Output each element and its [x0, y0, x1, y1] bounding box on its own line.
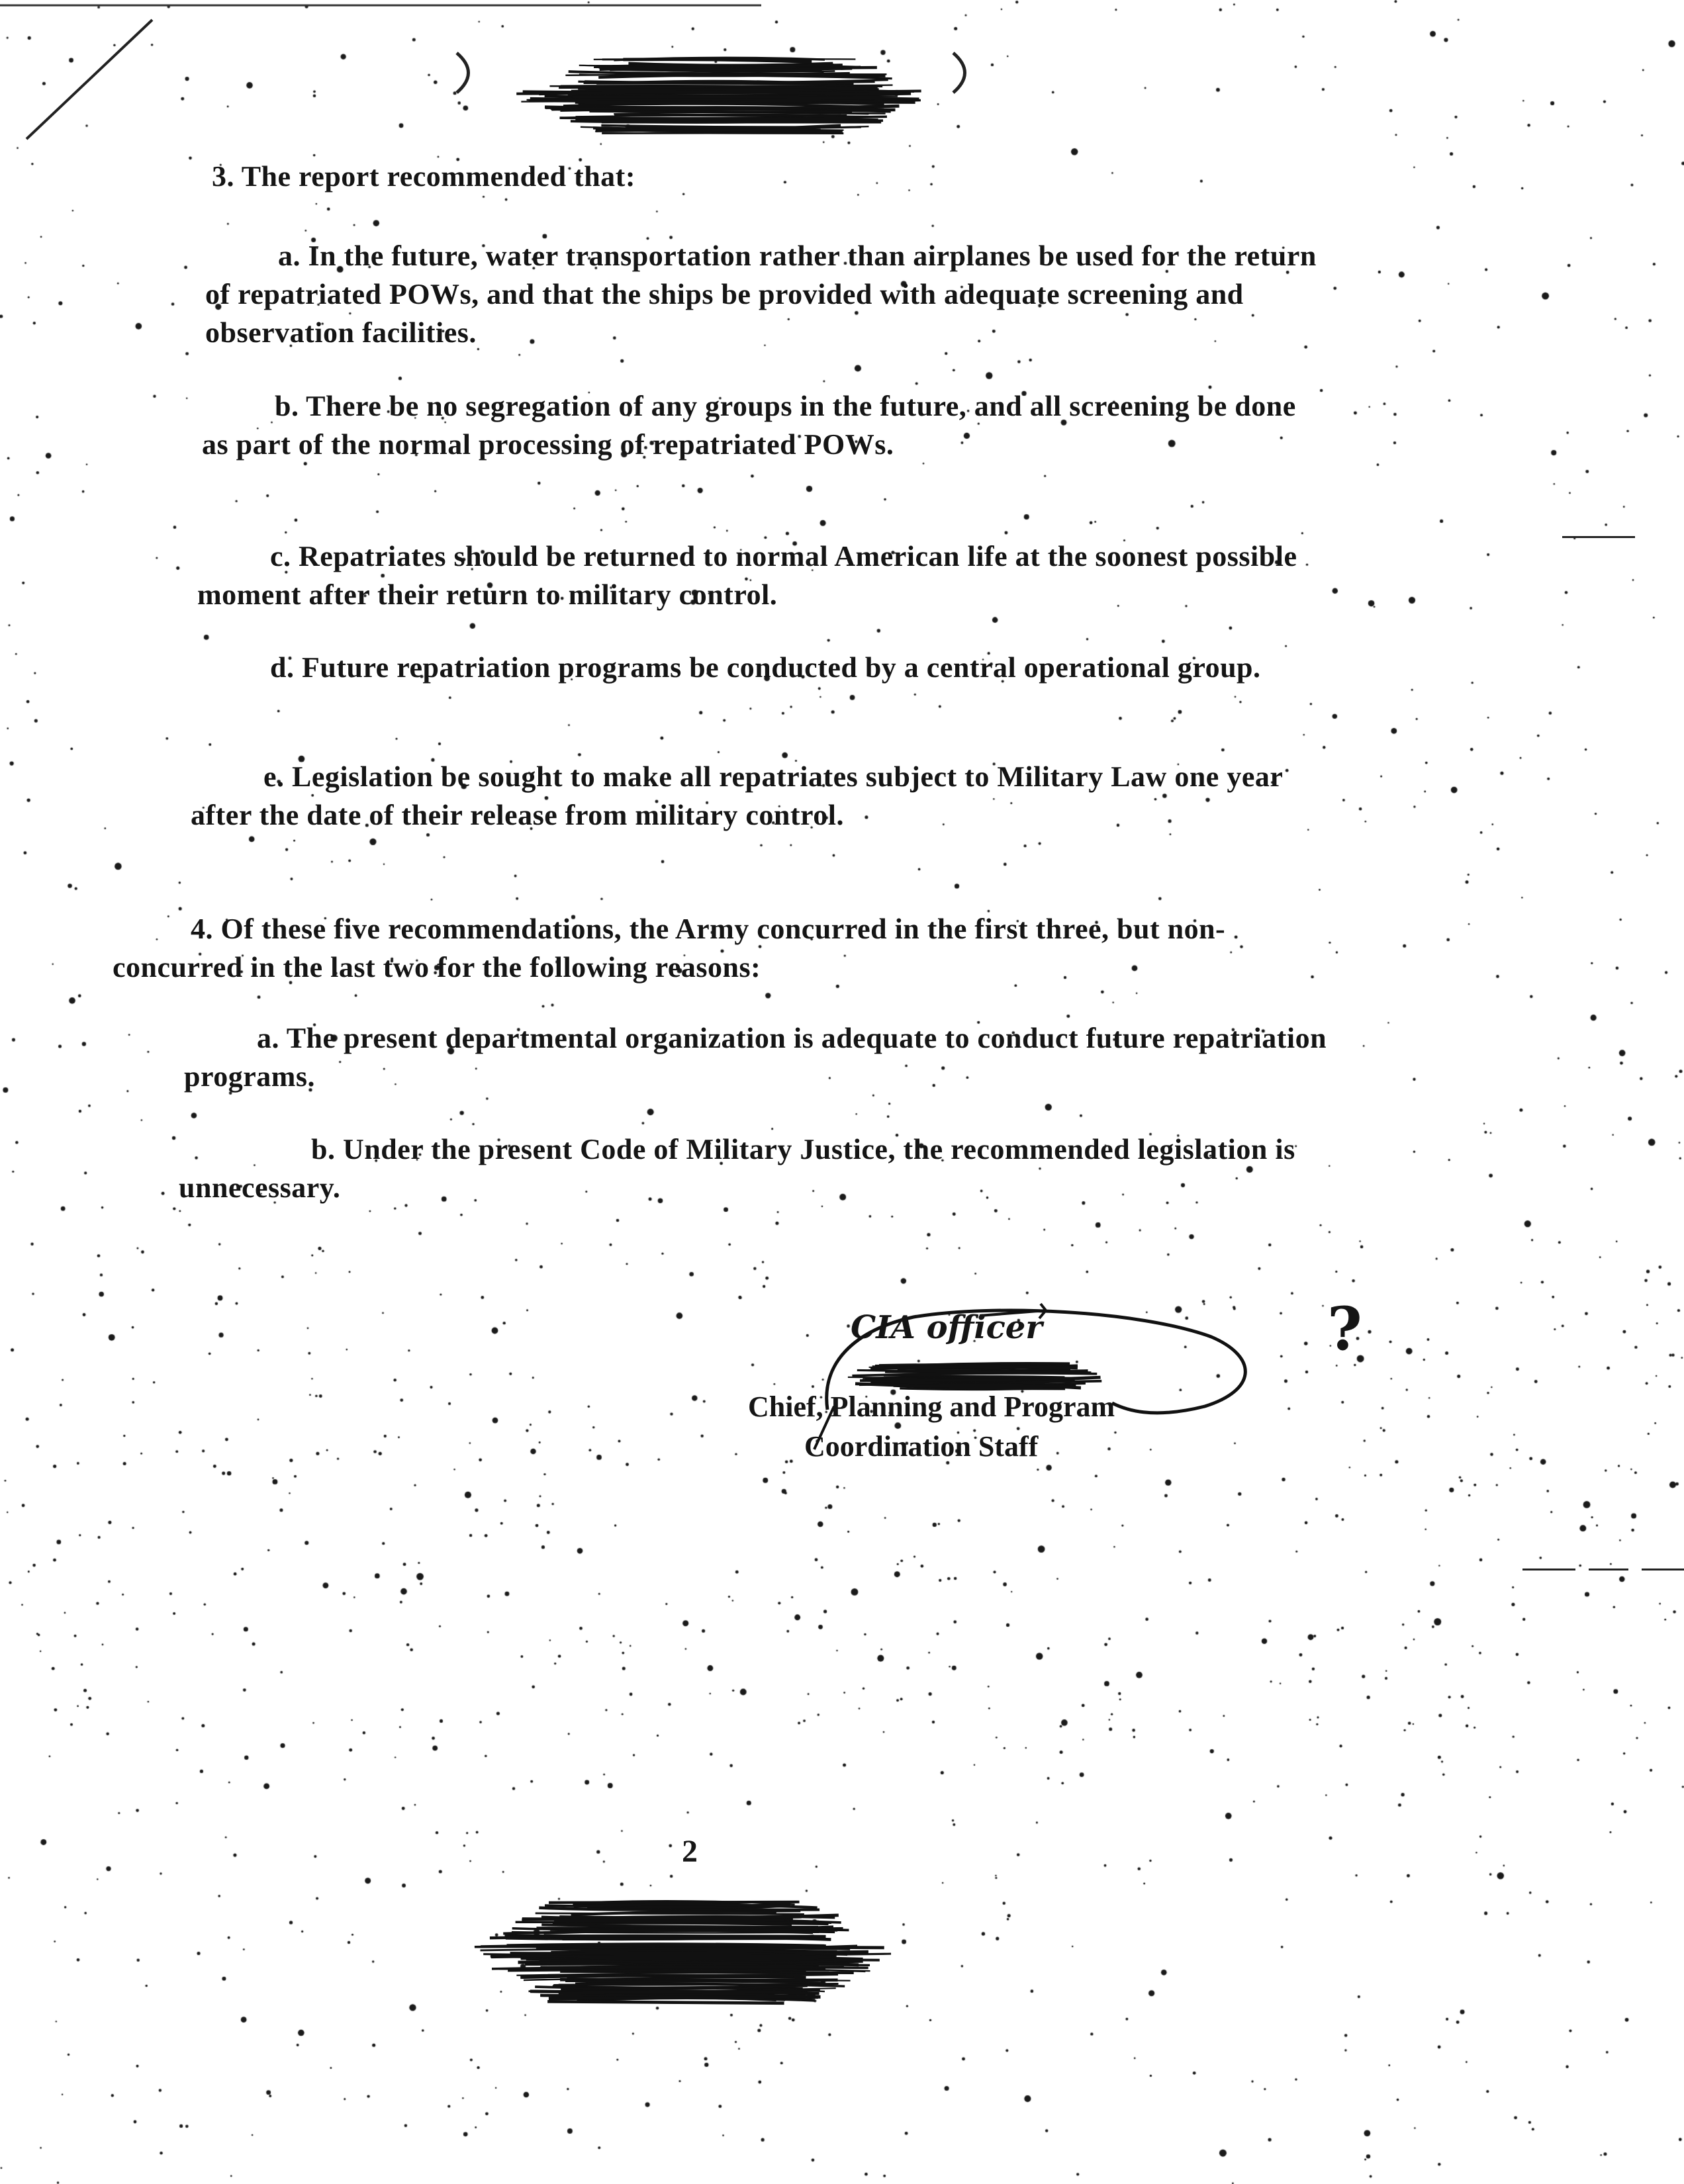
- bracket-right: [953, 53, 965, 93]
- margin-dash: [1522, 1569, 1575, 1570]
- margin-dash: [1589, 1569, 1628, 1570]
- signature-title-line-1: Chief, Planning and Program: [748, 1390, 1115, 1423]
- margin-dash: [1562, 536, 1635, 538]
- handwritten-note: CIA officer: [851, 1309, 1043, 1346]
- paragraph-4b: b. Under the present Code of Military Justice, the recommended legislation is unnecessary.: [179, 1133, 1295, 1204]
- paragraph-3d: d. Future repatriation programs be conducted by a central operational group.: [270, 651, 1261, 684]
- redaction-top: [503, 46, 940, 146]
- redaction-signature: [821, 1360, 1125, 1393]
- page-number: 2: [682, 1834, 698, 1869]
- signature-title-line-2: Coordination Staff: [804, 1430, 1039, 1463]
- paragraph-3a: a. In the future, water transportation rather than airplanes be used for the return of repatriated POWs, and that the ships be provided with adequate screening and observation facilities.: [205, 240, 1317, 349]
- paragraph-3e: e. Legislation be sought to make all repatriates subject to Military Law one year after the date of their release from military control.: [191, 760, 1283, 831]
- margin-dash: [1642, 1569, 1684, 1570]
- paragraph-3c: c. Repatriates should be returned to normal American life at the soonest possible moment after their return to military control.: [197, 540, 1297, 611]
- paragraph-4a: a. The present departmental organization is adequate to conduct future repatriation programs.: [184, 1022, 1327, 1093]
- handwritten-question-mark: ?: [1327, 1294, 1362, 1364]
- paragraph-3b: b. There be no segregation of any groups in the future, and all screening be done as part of the normal processing of repatriated POWs.: [202, 390, 1296, 461]
- bracket-left: [457, 53, 469, 93]
- paragraph-4: 4. Of these five recommendations, the Army concurred in the first three, but non-concurred in the last two for the following reasons:: [113, 913, 1226, 983]
- paragraph-3: 3. The report recommended that:: [212, 160, 635, 193]
- redaction-bottom: [463, 1886, 900, 2019]
